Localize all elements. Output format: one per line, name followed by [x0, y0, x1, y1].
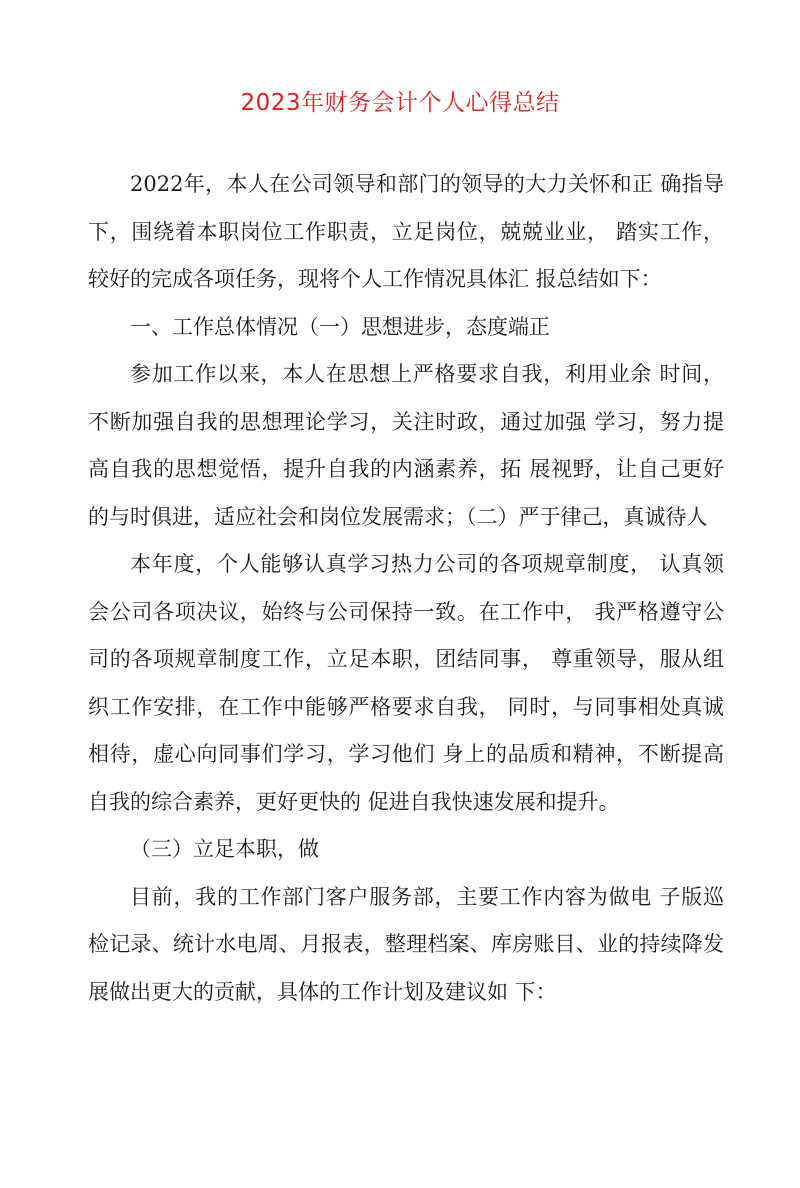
document-title: 2023年财务会计个人心得总结 [240, 90, 560, 116]
section-heading-3: （三）立足本职，做 [130, 837, 319, 861]
paragraph-discipline: 本年度，个人能够认真学习热力公司的各项规章制度， 认真领会公司各项决议，始终与公司保持一致。在工作中， 我严格遵守公司的各项规章制度工作，立足本职，团结同事， 尊重领导，服从组织工作安排，在工作中能够严格要求自我， 同时，与同事相处真诚相待，虚心向同事们学习，学习他们 身上的品质和精神，不断提高自我的综合素养，更好更快的 促进自我快速发展和提升。 [88, 552, 724, 814]
paragraph-intro: 2022年，本人在公司领导和部门的领导的大力关怀和正 确指导下，围绕着本职岗位工作职责，立足岗位，兢兢业业， 踏实工作，较好的完成各项任务，现将个人工作情况具体汇 报总结如下： [88, 172, 724, 291]
paragraph-thought: 参加工作以来，本人在思想上严格要求自我，利用业余 时间，不断加强自我的思想理论学习，关注时政，通过加强 学习，努力提高自我的思想觉悟，提升自我的内涵素养，拓 展视野，让自己更好的与时俱进，适应社会和岗位发展需求；（二）严于律己，真诚待人 [88, 362, 724, 529]
paragraph-current-work: 目前，我的工作部门客户服务部，主要工作内容为做电 子版巡检记录、统计水电周、月报表，整理档案、库房账目、业的持续降发展做出更大的贡献，具体的工作计划及建议如 下： [88, 884, 724, 1004]
document-body [88, 161, 724, 1016]
section-heading-1: 一、工作总体情况（一）思想进步，态度端正 [130, 314, 550, 339]
